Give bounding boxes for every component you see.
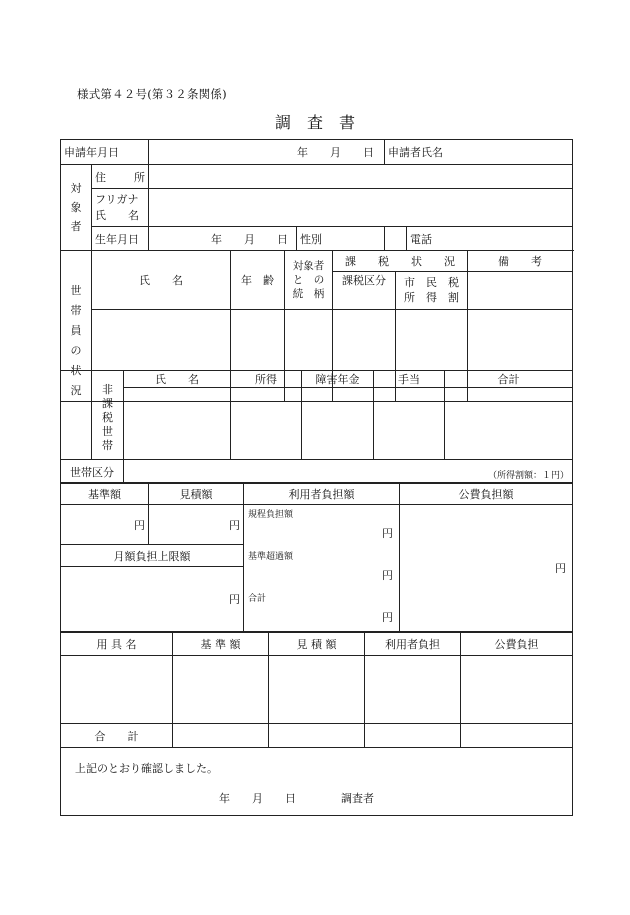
phone-cell[interactable] — [407, 227, 573, 251]
amounts-table — [60, 482, 573, 632]
equipment-total-standard[interactable] — [173, 724, 269, 748]
equipment-total-estimate[interactable] — [269, 724, 365, 748]
yen-unit: 円 — [382, 569, 393, 582]
rule-burden-label: 規程負担額 — [248, 510, 294, 520]
equipment-table — [60, 632, 573, 816]
equipment-estimate-cell[interactable] — [269, 656, 365, 724]
user-burden-header: 利用者負担額 — [244, 483, 400, 505]
nontax-total-cell[interactable] — [445, 388, 573, 460]
household-class-note: （所得割額：１円） — [487, 471, 569, 481]
furigana-name-label-cell — [92, 189, 149, 227]
equipment-total-public[interactable] — [461, 724, 573, 748]
yen-unit: 円 — [382, 527, 393, 540]
hh-age-header: 年 齢 — [231, 251, 285, 310]
hh-tax-class-header: 課税区分 — [333, 271, 396, 309]
name-label: 氏 名 — [95, 208, 139, 222]
nontax-table — [60, 370, 573, 484]
estimate-amount-header: 見積額 — [149, 483, 244, 505]
furigana-label: フリガナ — [95, 192, 139, 206]
birthdate-field[interactable]: 年 月 日 — [149, 227, 297, 251]
confirmation-text: 上記のとおり確認しました。 — [75, 762, 218, 775]
household-section-continuation — [61, 371, 92, 460]
monthly-cap-field[interactable] — [61, 567, 244, 632]
birthdate-label: 生年月日 — [92, 227, 149, 251]
confirmation-block — [61, 748, 573, 816]
equipment-name-header: 用 具 名 — [61, 633, 173, 656]
yen-unit: 円 — [382, 611, 393, 624]
equipment-standard-cell[interactable] — [173, 656, 269, 724]
public-burden-header: 公費負担額 — [400, 483, 573, 505]
investigator-label: 調査者 — [341, 792, 374, 805]
nontax-pension-cell[interactable] — [302, 388, 374, 460]
phone-label: 電話 — [410, 232, 433, 246]
standard-amount-field[interactable] — [61, 505, 149, 545]
equipment-estimate-header: 見 積 額 — [269, 633, 365, 656]
hh-remarks-header: 備 考 — [468, 251, 573, 272]
hh-tax-status-header: 課 税 状 況 — [333, 251, 468, 272]
hh-municipal-header: 市 民 税 所 得 割 — [396, 271, 468, 309]
sex-field[interactable] — [385, 227, 407, 251]
yen-unit: 円 — [555, 562, 566, 575]
yen-unit: 円 — [229, 593, 240, 607]
estimate-amount-field[interactable] — [149, 505, 244, 545]
address-field[interactable] — [149, 165, 573, 189]
equipment-total-label: 合 計 — [61, 724, 173, 748]
document-title: 調 査 書 — [274, 113, 355, 132]
equipment-standard-header: 基 準 額 — [173, 633, 269, 656]
nontax-pension-header: 障害年金 — [302, 371, 374, 388]
nontax-income-header: 所得 — [231, 371, 302, 388]
standard-amount-header: 基準額 — [61, 483, 149, 505]
hh-remarks-sub — [468, 271, 573, 309]
equipment-user-burden-header: 利用者負担 — [365, 633, 461, 656]
monthly-cap-header: 月額負担上限額 — [61, 545, 244, 567]
application-date-field[interactable]: 年 月 日 — [149, 140, 385, 165]
excess-label: 基準超過額 — [248, 552, 294, 562]
nontax-name-header: 氏 名 — [124, 371, 231, 388]
equipment-name-cell[interactable] — [61, 656, 173, 724]
yen-unit: 円 — [134, 518, 145, 532]
equipment-total-user[interactable] — [365, 724, 461, 748]
user-burden-breakdown[interactable] — [244, 505, 400, 632]
form-number: 様式第４２号(第３２条関係) — [77, 87, 227, 101]
applicant-name-cell[interactable] — [385, 140, 573, 165]
nontax-income-cell[interactable] — [231, 388, 302, 460]
public-burden-field[interactable] — [400, 505, 573, 632]
nontax-label: 非課税世帯 — [92, 371, 124, 460]
nontax-name-cell[interactable] — [124, 388, 231, 460]
subject-table — [60, 139, 573, 251]
nontax-total-header: 合計 — [445, 371, 573, 388]
equipment-public-burden-cell[interactable] — [461, 656, 573, 724]
household-class-field[interactable] — [124, 460, 573, 484]
hh-name-header: 氏 名 — [92, 251, 231, 310]
yen-unit: 円 — [229, 518, 240, 532]
nontax-allowance-cell[interactable] — [374, 388, 445, 460]
household-section-label: 世帯員の状況 — [61, 251, 92, 402]
application-date-label: 申請年月日 — [61, 140, 149, 165]
household-class-label: 世帯区分 — [61, 460, 124, 484]
subject-section-label: 対象者 — [61, 165, 92, 251]
subtotal-label: 合計 — [248, 594, 267, 604]
nontax-allowance-header: 手当 — [374, 371, 445, 388]
address-label: 住 所 — [92, 165, 149, 189]
equipment-public-burden-header: 公費負担 — [461, 633, 573, 656]
hh-relation-header: 対象者 と の 続 柄 — [285, 251, 333, 310]
applicant-name-label: 申請者氏名 — [388, 146, 444, 159]
sex-label: 性別 — [297, 227, 385, 251]
equipment-user-burden-cell[interactable] — [365, 656, 461, 724]
name-field[interactable] — [149, 189, 573, 227]
confirmation-date[interactable]: 年 月 日 — [219, 792, 296, 805]
